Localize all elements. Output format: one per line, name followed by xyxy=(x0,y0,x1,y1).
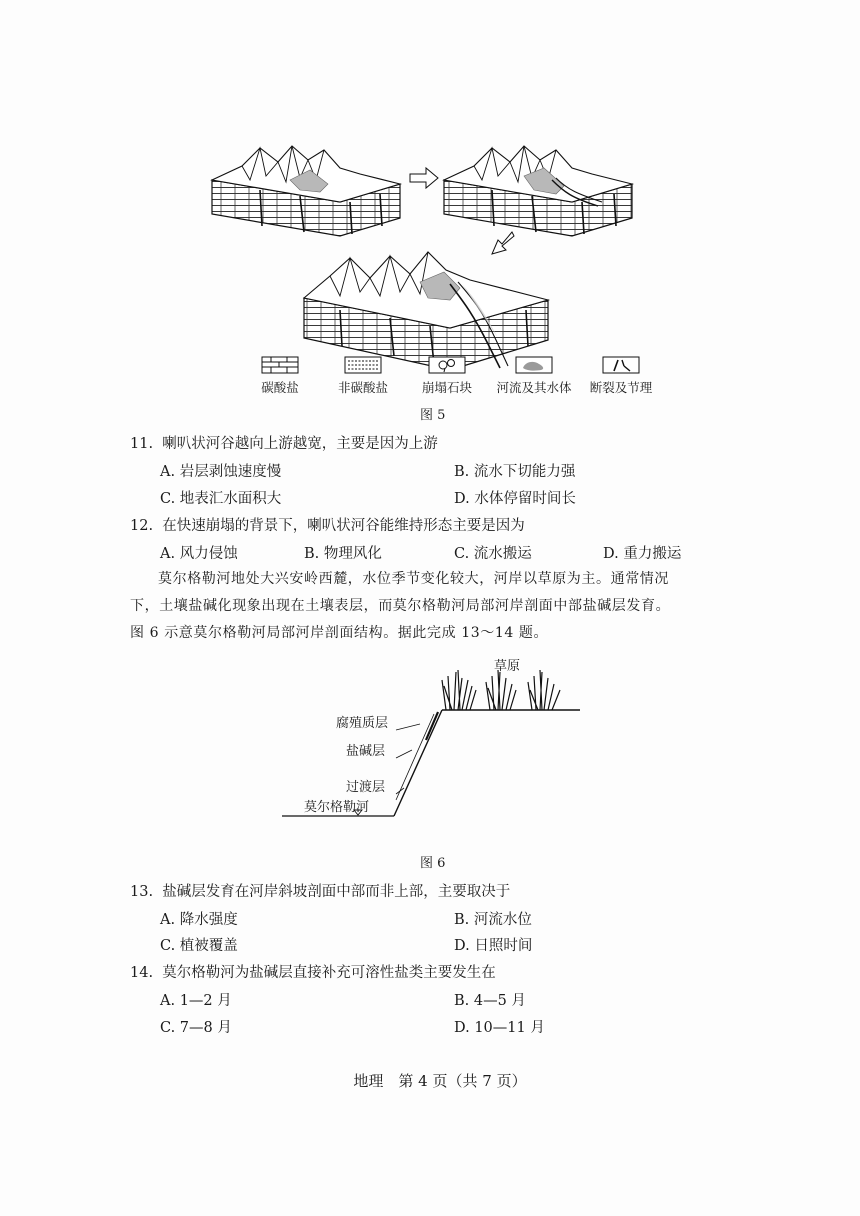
question-14-option-b[interactable]: B. 4—5 月 xyxy=(454,993,526,1009)
legend-label-fault-joint: 断裂及节理 xyxy=(589,380,653,395)
figure-6 xyxy=(270,650,600,850)
figure-6-caption: 图 6 xyxy=(420,856,446,871)
question-12-option-a[interactable]: A. 风力侵蚀 xyxy=(160,546,238,562)
figure-5-diagram xyxy=(200,140,660,380)
question-13-option-a[interactable]: A. 降水强度 xyxy=(160,912,238,928)
question-12-stem: 在快速崩塌的背景下，喇叭状河谷能维持形态主要是因为 xyxy=(162,518,525,534)
figure-6-label-transition: 过渡层 xyxy=(346,780,386,795)
question-14-number: 14. xyxy=(130,965,154,981)
question-12 xyxy=(130,514,525,535)
question-11-stem: 喇叭状河谷越向上游越宽，主要是因为上游 xyxy=(162,436,438,452)
legend-item-river-water xyxy=(490,356,578,396)
legend-label-carbonate: 碳酸盐 xyxy=(261,380,299,395)
page-footer: 地理 第 4 页（共 7 页） xyxy=(353,1072,527,1090)
legend-item-collapse-rock xyxy=(414,356,480,396)
block-stage-1 xyxy=(212,146,400,236)
question-14-stem: 莫尔格勒河为盐碱层直接补充可溶性盐类主要发生在 xyxy=(162,965,496,981)
question-13-stem: 盐碱层发育在河岸斜坡剖面中部而非上部，主要取决于 xyxy=(162,884,511,900)
carbonate-icon xyxy=(261,356,299,374)
fault-joint-icon xyxy=(602,356,640,374)
passage-line-3: 图 6 示意莫尔格勒河局部河岸剖面结构。据此完成 13～14 题。 xyxy=(130,625,549,641)
arrow-right-icon xyxy=(410,168,438,188)
question-12-option-b[interactable]: B. 物理风化 xyxy=(304,546,382,562)
river-water-icon xyxy=(515,356,553,374)
passage xyxy=(130,566,742,647)
question-11-option-c[interactable]: C. 地表汇水面积大 xyxy=(160,491,282,507)
question-13-option-d[interactable]: D. 日照时间 xyxy=(454,938,533,954)
block-stage-2 xyxy=(444,146,632,236)
question-14-option-d[interactable]: D. 10—11 月 xyxy=(454,1020,545,1036)
question-14-option-a[interactable]: A. 1—2 月 xyxy=(160,993,232,1009)
legend-item-carbonate xyxy=(250,356,310,396)
non-carbonate-icon xyxy=(344,356,382,374)
question-12-option-c[interactable]: C. 流水搬运 xyxy=(454,546,532,562)
question-13-option-c[interactable]: C. 植被覆盖 xyxy=(160,938,238,954)
figure-5-caption: 图 5 xyxy=(420,408,446,423)
figure-6-label-humus: 腐殖质层 xyxy=(336,716,389,731)
question-13-option-b[interactable]: B. 河流水位 xyxy=(454,912,532,928)
question-11-option-d[interactable]: D. 水体停留时间长 xyxy=(454,491,576,507)
arrow-down-left-icon xyxy=(492,232,514,254)
question-12-option-d[interactable]: D. 重力搬运 xyxy=(603,546,682,562)
question-11-option-b[interactable]: B. 流水下切能力强 xyxy=(454,464,576,480)
question-12-number: 12. xyxy=(130,518,154,534)
question-11 xyxy=(130,432,438,453)
question-13-number: 13. xyxy=(130,884,154,900)
collapse-rock-icon xyxy=(428,356,466,374)
legend-label-river-water: 河流及其水体 xyxy=(496,380,572,395)
passage-line-1: 莫尔格勒河地处大兴安岭西麓，水位季节变化较大，河岸以草原为主。通常情况 xyxy=(158,571,669,587)
figure-6-label-grassland: 草原 xyxy=(494,659,521,674)
legend-label-non-carbonate: 非碳酸盐 xyxy=(337,380,388,395)
figure-6-label-saline: 盐碱层 xyxy=(346,744,386,759)
question-14 xyxy=(130,961,496,982)
legend-item-fault-joint xyxy=(586,356,656,396)
question-11-option-a[interactable]: A. 岩层剥蚀速度慢 xyxy=(160,464,282,480)
figure-5-legend xyxy=(250,356,653,398)
figure-6-label-river: 莫尔格勒河 xyxy=(304,800,370,815)
block-stage-3 xyxy=(304,252,548,370)
grass-icon xyxy=(442,670,560,710)
legend-item-non-carbonate xyxy=(328,356,398,396)
figure-5 xyxy=(200,140,660,380)
legend-label-collapse-rock: 崩塌石块 xyxy=(421,380,472,395)
passage-line-2: 下，土壤盐碱化现象出现在土壤表层，而莫尔格勒河局部河岸剖面中部盐碱层发育。 xyxy=(130,598,671,614)
question-14-option-c[interactable]: C. 7—8 月 xyxy=(160,1020,232,1036)
question-11-number: 11. xyxy=(130,436,154,452)
question-13 xyxy=(130,880,510,901)
figure-6-diagram xyxy=(270,650,600,850)
